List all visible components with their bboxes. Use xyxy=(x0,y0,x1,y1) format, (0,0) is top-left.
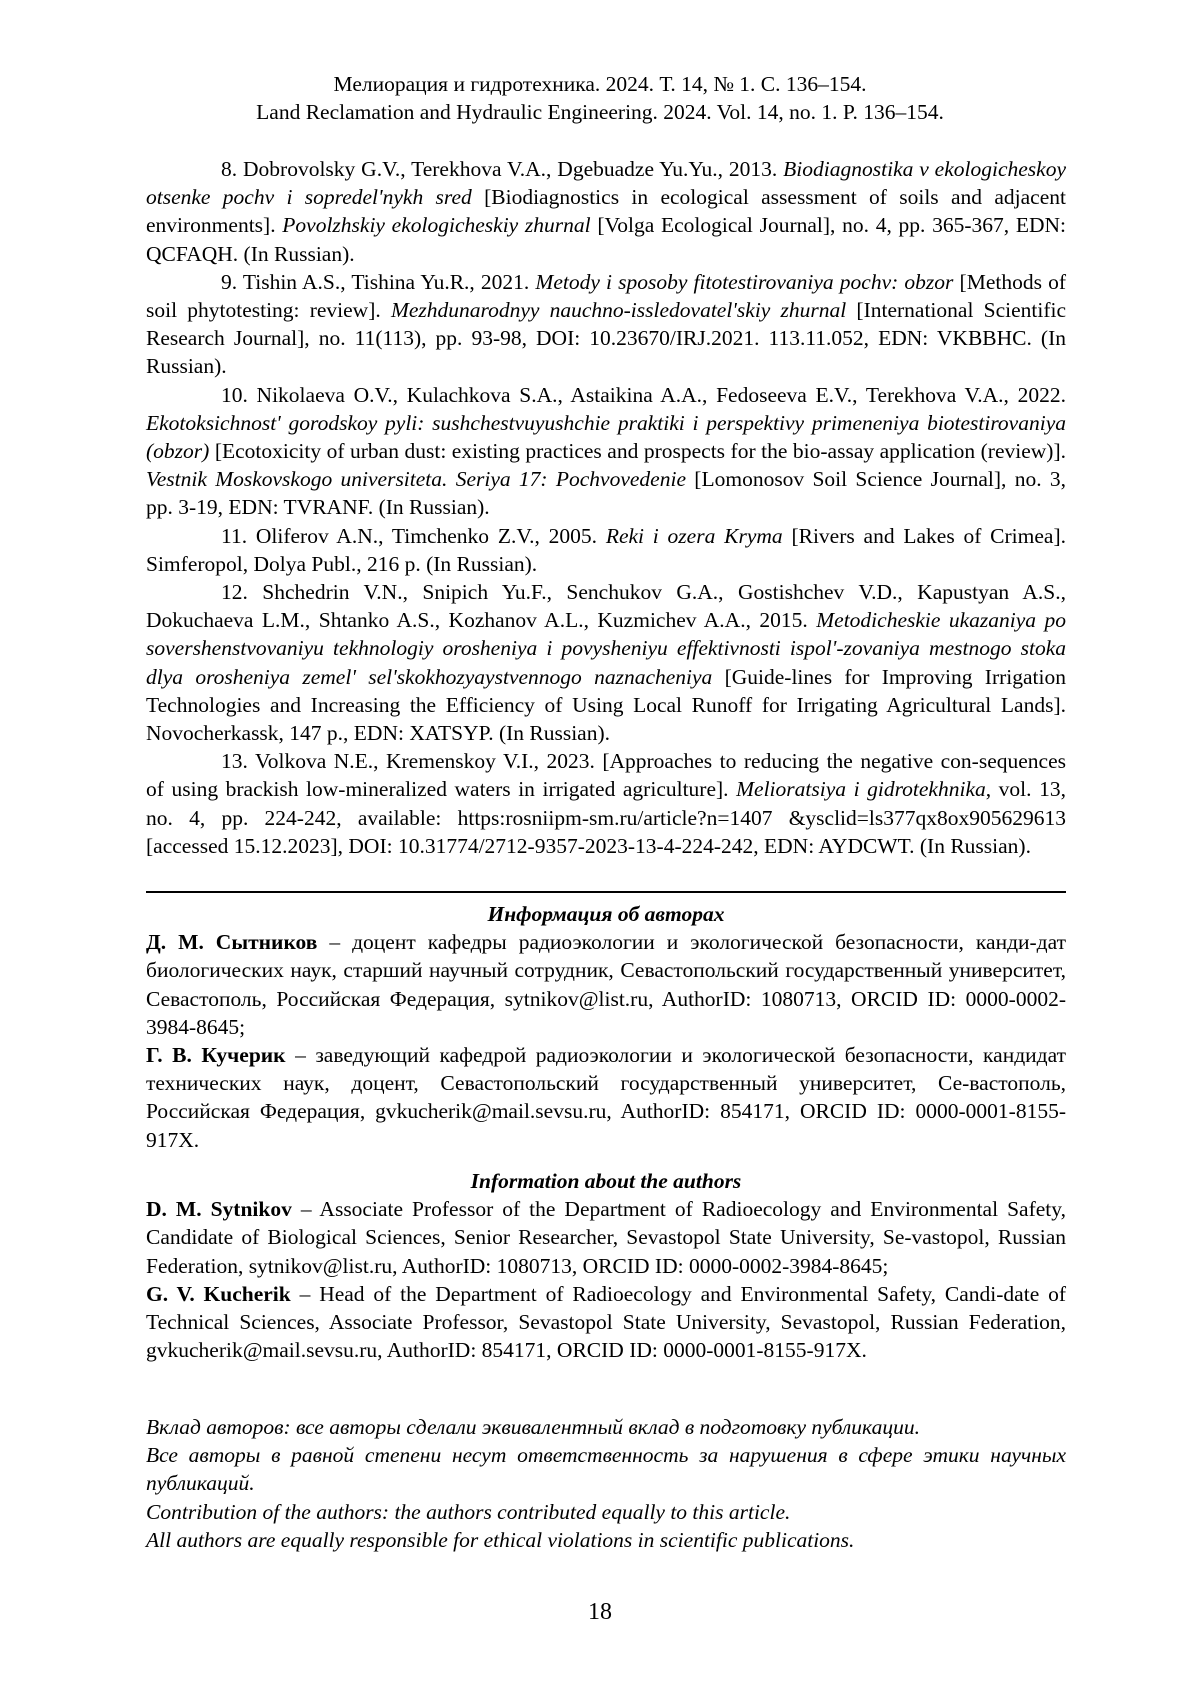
ref-title: Ekotoksichnost' gorodskoy pyli: sushchestvuyushchie praktiki i perspektivy primeneniya biotestirovaniya (obzor) xyxy=(146,410,1066,464)
ref-text: [Biodiagnostics in ecological assessment of soils and adjacent environments]. xyxy=(146,185,1066,238)
ref-title: Biodiagnostika v ekologicheskoy otsenke pochv i sopredel'nykh sred xyxy=(146,157,1066,210)
author-details: – Associate Professor of the Department of Radioecology and Environmental Safety, Candidate of Biological Sciences, Senior Researcher, Sevastopol State University, Se-vastopol, Russian Federation, sytnikov@list.ru, AuthorID: 1080713, ORCID ID: 0000-0002-3984-8645; xyxy=(146,1197,1066,1278)
ref-title: Metodicheskie ukazaniya po sovershenstvovaniyu tekhnologiy orosheniya i povysheniyu effektivnosti ispol'-zovaniya mestnogo stoka dlya orosheniya zemel' sel'skokhozyaystvennogo naznacheniya xyxy=(146,608,1066,689)
author-name: G. V. Kucherik xyxy=(146,1281,291,1306)
contribution-line-en: Contribution of the authors: the authors contributed equally to this article. xyxy=(146,1499,791,1524)
author-name: D. M. Sytnikov xyxy=(146,1197,292,1222)
author-entry xyxy=(146,1195,1066,1280)
author-entry xyxy=(146,1041,1066,1154)
ref-text: 13. Volkova N.E., Kremenskoy V.I., 2023. [Approaches to reducing the negative con-sequences of using brackish low-mineralized waters in irrigated agriculture]. xyxy=(146,749,1066,802)
section-title-en: Information about the authors xyxy=(470,1169,742,1193)
reference-list xyxy=(146,155,1066,860)
ref-title: Metody i sposoby fitotestirovaniya pochv: obzor xyxy=(535,269,954,294)
ref-text: 11. Oliferov A.N., Timchenko Z.V., 2005. xyxy=(221,523,606,548)
author-entry xyxy=(146,928,1066,1041)
reference-item xyxy=(146,155,1066,268)
author-name: Д. М. Сытников xyxy=(146,930,318,955)
ref-text: 9. Tishin A.S., Tishina Yu.R., 2021. xyxy=(221,269,536,294)
ref-text: [Lomonosov Soil Science Journal], no. 3, pp. 3-19, EDN: TVRANF. (In Russian). xyxy=(146,467,1067,520)
reference-item xyxy=(146,578,1066,747)
author-details: – Head of the Department of Radioecology and Environmental Safety, Candi-date of Technical Sciences, Associate Professor, Sevastopol State University, Sevastopol, Russian Federation, gvkucherik@mail.sevsu.ru, AuthorID: 854171, ORCID ID: 0000-0001-8155-917X. xyxy=(146,1281,1066,1363)
ref-text: [Volga Ecological Journal], no. 4, pp. 365-367, EDN: QCFAQH. (In Russian). xyxy=(146,213,1066,266)
ref-text: [Ecotoxicity of urban dust: existing practices and prospects for the bio-assay application (review)]. xyxy=(209,439,1066,464)
authors-info-ru xyxy=(146,900,1066,1154)
ref-journal: Mezhdunarodnyy nauchno-issledovatel'skiy zhurnal xyxy=(390,298,847,323)
section-divider xyxy=(146,891,1066,893)
authors-info-en xyxy=(146,1167,1066,1364)
header-line-ru: Мелиорация и гидротехника. 2024. Т. 14, № 1. С. 136–154. xyxy=(333,72,867,96)
reference-item xyxy=(146,381,1066,522)
ref-text: , vol. 13, no. 4, pp. 224-242, available: https:rosniipm-sm.ru/article?n=1407 &ysclid=ls377qx8ox905629613 [accessed 15.12.2023], DOI: 10.31774/2712-9357-2023-13-4-224-242, EDN: AYDCWT. (In Russian). xyxy=(146,777,1066,858)
ref-text: [Rivers and Lakes of Crimea]. Simferopol, Dolya Publ., 216 p. (In Russian). xyxy=(146,523,1066,576)
ref-text: [International Scientific Research Journal], no. 11(113), pp. 93-98, DOI: 10.23670/IRJ.2021. 113.11.052, EDN: VKBBHC. (In Russian). xyxy=(146,298,1066,379)
ref-text: [Guide-lines for Improving Irrigation Technologies and Increasing the Efficiency of Using Local Runoff for Irrigating Agricultural Lands]. Novocherkassk, 147 p., EDN: XATSYP. (In Russian). xyxy=(146,664,1066,746)
author-details: – доцент кафедры радиоэкологии и экологической безопасности, канди-дат биологических наук, старший научный сотрудник, Севастопольский государственный университет, Севастополь, Российская Федерация, sytnikov@list.ru, AuthorID: 1080713, ORCID ID: 0000-0002-3984-8645; xyxy=(146,930,1066,1039)
page-number: 18 xyxy=(588,1599,612,1625)
responsibility-line-en: All authors are equally responsible for ethical violations in scientific publications. xyxy=(146,1527,855,1552)
reference-item xyxy=(146,268,1066,381)
contribution-statement xyxy=(146,1413,1066,1554)
ref-text: [Methods of soil phytotesting: review]. xyxy=(146,269,1066,323)
header-line-en: Land Reclamation and Hydraulic Engineering. 2024. Vol. 14, no. 1. P. 136–154. xyxy=(256,100,944,125)
section-title-ru: Информация об авторах xyxy=(487,902,725,926)
responsibility-line-ru: Все авторы в равной степени несут ответственность за нарушения в сфере этики научных публикаций. xyxy=(146,1443,1066,1496)
running-header xyxy=(0,70,1200,126)
ref-text: 12. Shchedrin V.N., Snipich Yu.F., Senchukov G.A., Gostishchev V.D., Kapustyan A.S., Dokuchaeva L.M., Shtanko A.S., Kozhanov A.L., Kuzmichev A.A., 2015. xyxy=(146,580,1066,633)
reference-item xyxy=(146,747,1066,860)
ref-journal: Vestnik Moskovskogo universiteta. Seriya 17: Pochvovedenie xyxy=(146,467,686,492)
ref-title: Reki i ozera Kryma xyxy=(605,523,783,548)
contribution-line-ru: Вклад авторов: все авторы сделали эквивалентный вклад в подготовку публикации. xyxy=(146,1415,920,1439)
ref-journal: Povolzhskiy ekologicheskiy zhurnal xyxy=(282,213,591,238)
ref-text: 8. Dobrovolsky G.V., Terekhova V.A., Dgebuadze Yu.Yu., 2013. xyxy=(221,157,784,181)
ref-journal: Melioratsiya i gidrotekhnika xyxy=(736,777,986,802)
author-entry xyxy=(146,1280,1066,1365)
reference-item xyxy=(146,522,1066,578)
author-details: – заведующий кафедрой радиоэкологии и экологической безопасности, кандидат технических наук, доцент, Севастопольский государственный университет, Се-вастополь, Российская Федерация, gvkucherik@mail.sevsu.ru, AuthorID: 854171, ORCID ID: 0000-0001-8155-917X. xyxy=(146,1043,1066,1152)
ref-text: 10. Nikolaeva O.V., Kulachkova S.A., Astaikina A.A., Fedoseeva E.V., Terekhova V.A., 2022. xyxy=(221,382,1066,407)
author-name: Г. В. Кучерик xyxy=(146,1043,286,1068)
